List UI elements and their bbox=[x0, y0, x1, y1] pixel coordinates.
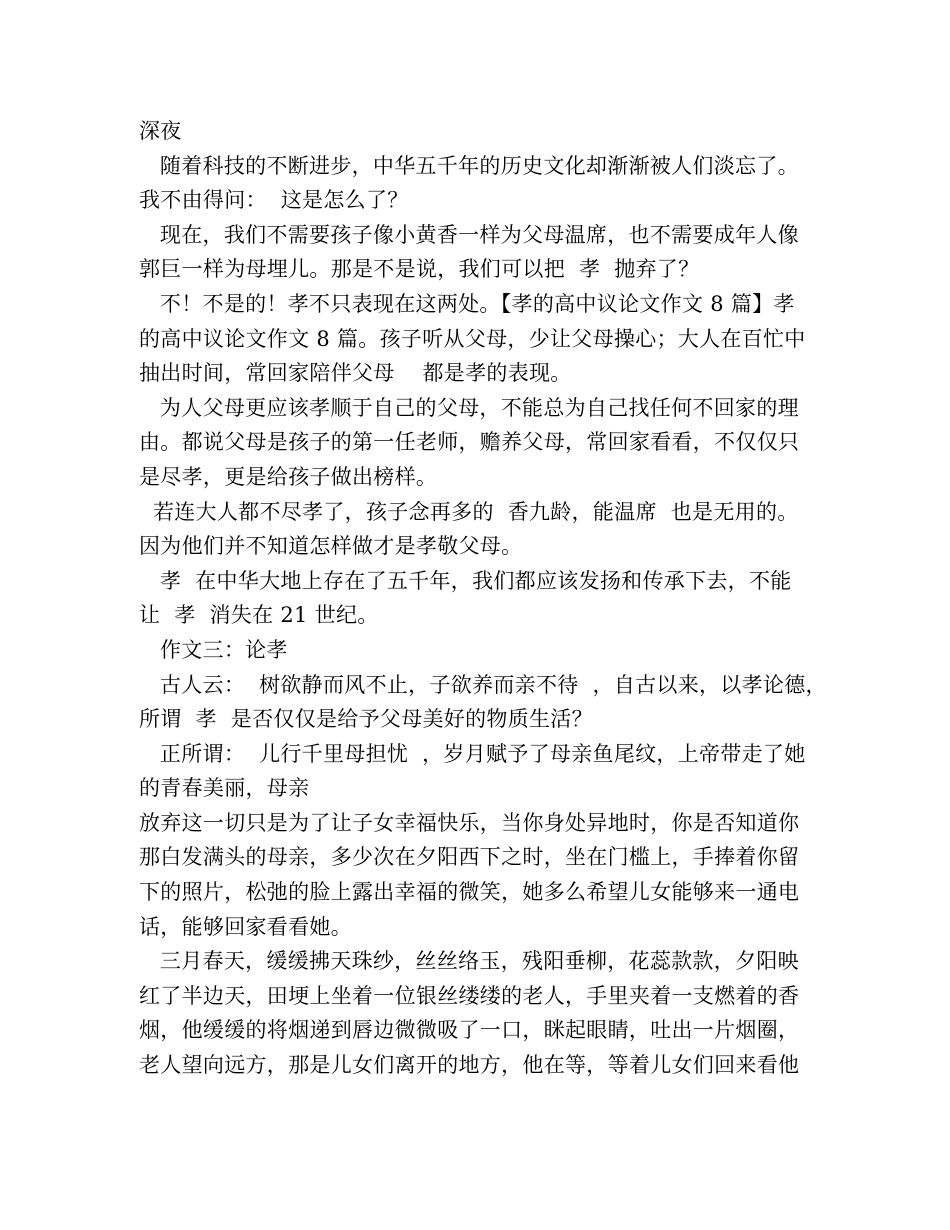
text-line: 由。都说父母是孩子的第一任老师，赡养父母，常回家看看，不仅仅只 bbox=[139, 430, 800, 455]
text-line: 让 孝 消失在 21 世纪。 bbox=[139, 603, 379, 628]
text-line: 所谓 孝 是否仅仅是给予父母美好的物质生活？ bbox=[139, 707, 593, 732]
text-line: 古人云： 树欲静而风不止，子欲养而亲不待 ，自古以来，以孝论德， bbox=[139, 672, 827, 697]
text-line: 那白发满头的母亲，多少次在夕阳西下之时，坐在门槛上，手捧着你留 bbox=[139, 845, 800, 870]
text-line: 烟，他缓缓的将烟递到唇边微微吸了一口，眯起眼睛，吐出一片烟圈， bbox=[139, 1018, 800, 1043]
text-line: 孝 在中华大地上存在了五千年，我们都应该发扬和传承下去，不能 bbox=[139, 568, 792, 593]
text-line: 因为他们并不知道怎样做才是孝敬父母。 bbox=[139, 534, 523, 559]
text-line: 不！不是的！孝不只表现在这两处。【孝的高中议论文作文 8 篇】孝 bbox=[139, 291, 795, 316]
text-line: 话，能够回家看看她。 bbox=[139, 914, 352, 939]
text-line: 正所谓： 儿行千里母担忧 ，岁月赋予了母亲鱼尾纹，上帝带走了她 bbox=[139, 741, 806, 766]
text-line: 下的照片，松弛的脸上露出幸福的微笑，她多么希望儿女能够来一通电 bbox=[139, 880, 800, 905]
text-line: 深夜 bbox=[139, 119, 182, 143]
text-line: 的高中议论文作文 8 篇。孩子听从父母，少让父母操心；大人在百忙中 bbox=[139, 326, 806, 351]
text-line: 抽出时间，常回家陪伴父母 都是孝的表现。 bbox=[139, 361, 572, 386]
text-line: 现在，我们不需要孩子像小黄香一样为父母温席，也不需要成年人像 bbox=[139, 222, 799, 247]
text-line: 随着科技的不断进步，中华五千年的历史文化却渐渐被人们淡忘了。 bbox=[139, 153, 799, 178]
text-line: 的青春美丽，母亲 bbox=[139, 776, 310, 801]
text-line: 红了半边天，田埂上坐着一位银丝缕缕的老人，手里夹着一支燃着的香 bbox=[139, 983, 800, 1008]
text-line: 作文三：论孝 bbox=[139, 637, 288, 662]
text-line: 若连大人都不尽孝了，孩子念再多的 香九龄，能温席 也是无用的。 bbox=[139, 499, 799, 524]
text-line: 老人望向远方，那是儿女们离开的地方，他在等，等着儿女们回来看他 bbox=[139, 1053, 800, 1078]
document-body bbox=[139, 114, 829, 1083]
text-line: 三月春天，缓缓拂天珠纱，丝丝络玉，残阳垂柳，花蕊款款，夕阳映 bbox=[139, 949, 799, 974]
text-line: 放弃这一切只是为了让子女幸福快乐，当你身处异地时，你是否知道你 bbox=[139, 810, 800, 835]
text-line: 是尽孝，更是给孩子做出榜样。 bbox=[139, 464, 438, 489]
text-line: 为人父母更应该孝顺于自己的父母，不能总为自己找任何不回家的理 bbox=[139, 395, 799, 420]
text-line: 我不由得问： 这是怎么了？ bbox=[139, 188, 409, 213]
text-line: 郭巨一样为母埋儿。那是不是说，我们可以把 孝 抛弃了？ bbox=[139, 257, 700, 282]
